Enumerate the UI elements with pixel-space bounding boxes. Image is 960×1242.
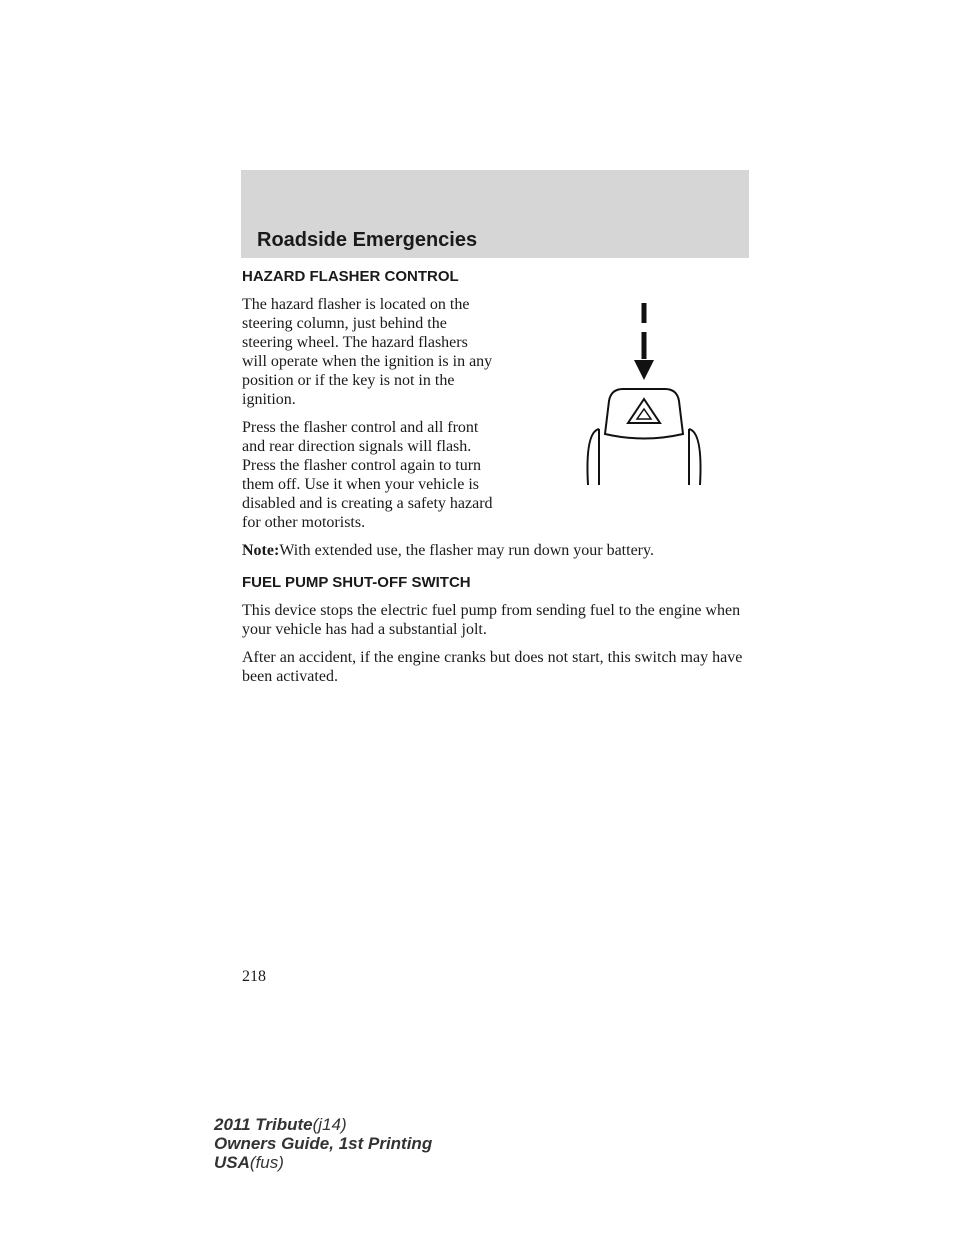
footer-model: 2011 Tribute <box>214 1115 313 1134</box>
hazard-flasher-note <box>242 541 747 560</box>
section-header-band <box>241 170 749 258</box>
hazard-flasher-heading: HAZARD FLASHER CONTROL <box>242 268 459 285</box>
note-text: With extended use, the flasher may run down your battery. <box>279 542 654 559</box>
hazard-flasher-paragraph-1: The hazard flasher is located on the steering column, just behind the steering wheel. The hazard flashers will operate when the ignition is in any position or if the key is not in the ignition. <box>242 296 493 408</box>
hazard-flasher-illustration <box>505 297 755 497</box>
document-footer <box>214 1115 432 1172</box>
hazard-flasher-button-icon <box>505 297 755 497</box>
footer-printing: Owners Guide, 1st Printing <box>214 1134 433 1153</box>
note-label: Note: <box>242 542 280 559</box>
fuel-pump-heading: FUEL PUMP SHUT-OFF SWITCH <box>242 574 471 591</box>
hazard-flasher-paragraph-2: Press the flasher control and all front and rear direction signals will flash. Press the flasher control again to turn them off. Use it when your vehicle is disabled and is creating a safety hazard for other motorists. <box>242 419 493 531</box>
footer-market: USA <box>214 1153 250 1172</box>
section-title: Roadside Emergencies <box>257 229 478 251</box>
footer-model-code: (j14) <box>312 1115 347 1134</box>
fuel-pump-paragraph-1: This device stops the electric fuel pump from sending fuel to the engine when your vehicle has had a substantial jolt. <box>242 602 741 638</box>
page-number: 218 <box>242 968 266 985</box>
footer-market-code: (fus) <box>249 1153 284 1172</box>
page-content <box>242 267 747 695</box>
fuel-pump-paragraph-2: After an accident, if the engine cranks but does not start, this switch may have been activated. <box>242 649 743 685</box>
